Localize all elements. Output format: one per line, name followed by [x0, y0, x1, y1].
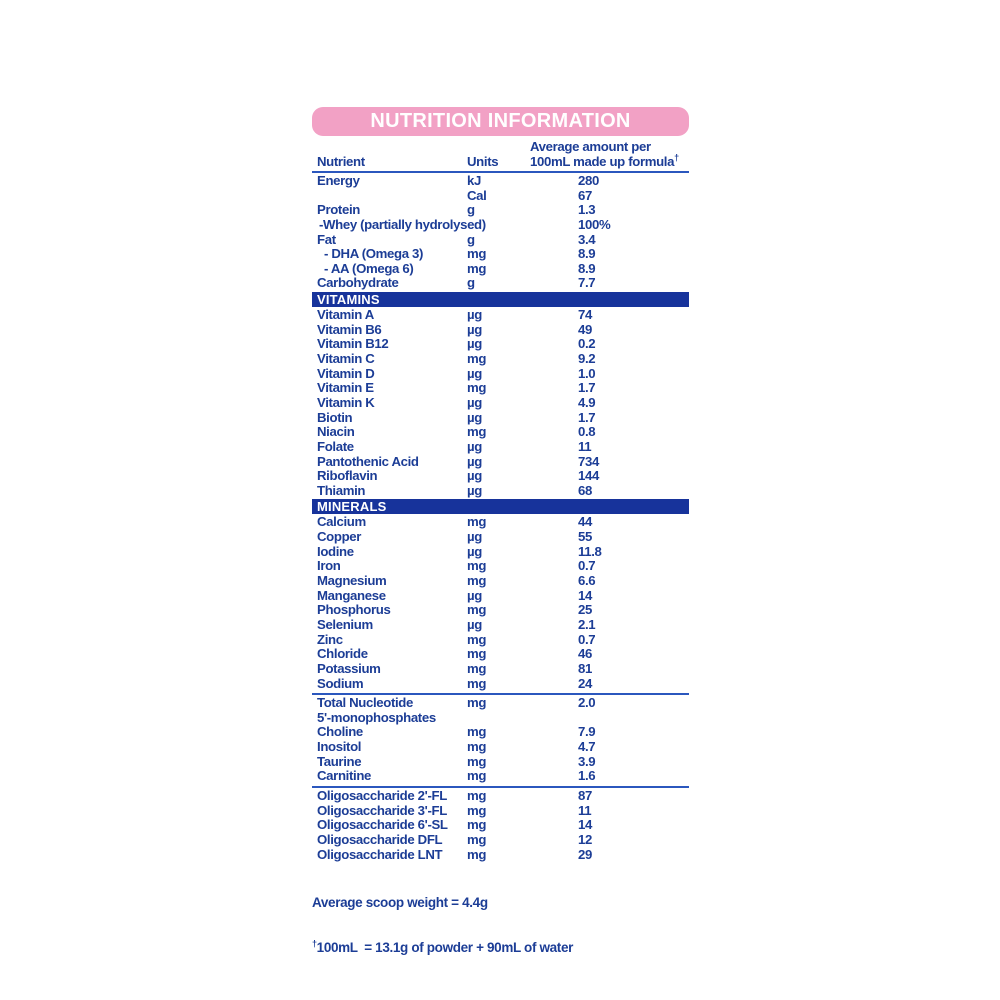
nutrient-units: µg — [467, 529, 482, 545]
nutrient-value: 9.2 — [578, 351, 596, 367]
nutrient-name: -Whey (partially hydrolysed) — [319, 216, 486, 232]
nutrient-name — [312, 189, 467, 204]
nutrient-name: Niacin — [317, 424, 355, 440]
table-row — [312, 711, 689, 726]
nutrient-value: 1.3 — [578, 202, 596, 218]
table-row — [312, 352, 689, 367]
scoop-weight-note: Average scoop weight = 4.4g — [312, 895, 488, 911]
nutrient-name: Oligosaccharide 6'-SL — [317, 817, 448, 833]
nutrient-value: 0.8 — [578, 424, 596, 440]
nutrient-name: Vitamin C — [317, 351, 375, 367]
nutrient-units: mg — [467, 424, 487, 440]
nutrient-units: mg — [467, 646, 487, 662]
table-row — [312, 276, 689, 291]
table-row — [312, 677, 689, 692]
table-row — [312, 696, 689, 711]
preparation-note — [312, 940, 689, 955]
nutrient-units: mg — [467, 380, 487, 396]
nutrient-value: 100% — [578, 216, 611, 232]
panel-title: NUTRITION INFORMATION — [312, 107, 689, 136]
nutrient-name: Zinc — [317, 631, 343, 647]
nutrient-name: - AA (Omega 6) — [324, 260, 414, 276]
nutrient-units: µg — [467, 468, 482, 484]
table-row — [312, 618, 689, 633]
nutrient-units: mg — [467, 817, 487, 833]
nutrient-value: 0.2 — [578, 336, 596, 352]
nutrient-name: Thiamin — [317, 482, 366, 498]
nutrient-units: mg — [467, 351, 487, 367]
nutrient-value: 11.8 — [578, 543, 602, 559]
nutrient-name: Riboflavin — [317, 468, 378, 484]
nutrient-value: 7.7 — [578, 275, 596, 291]
nutrient-units: mg — [467, 246, 487, 262]
nutrient-name: Vitamin K — [317, 394, 375, 410]
nutrient-name: Folate — [317, 438, 354, 454]
nutrient-name: Vitamin B6 — [317, 321, 382, 337]
table-row — [312, 411, 689, 426]
nutrient-name: Total Nucleotide — [317, 695, 413, 711]
table-row — [312, 530, 689, 545]
nutrient-value: 0.7 — [578, 558, 596, 574]
nutrient-units: µg — [467, 409, 482, 425]
nutrient-value: 3.9 — [578, 753, 596, 769]
nutrient-value: 0.7 — [578, 631, 596, 647]
nutrient-name: Oligosaccharide DFL — [317, 831, 443, 847]
nutrient-name: Vitamin D — [317, 365, 375, 381]
nutrient-name: Magnesium — [317, 573, 387, 589]
nutrient-value: 29 — [578, 846, 592, 862]
nutrient-name: Carbohydrate — [317, 275, 399, 291]
nutrient-units: µg — [467, 438, 482, 454]
table-row — [312, 484, 689, 499]
nutrient-units — [467, 711, 530, 726]
nutrient-units: mg — [467, 631, 487, 647]
table-row — [312, 308, 689, 323]
nutrient-name: Iodine — [317, 543, 354, 559]
nutrient-value: 2.0 — [578, 695, 596, 711]
table-row — [312, 662, 689, 677]
nutrient-name: Sodium — [317, 675, 364, 691]
nutrient-units: µg — [467, 394, 482, 410]
table-row — [312, 755, 689, 770]
nutrient-value: 8.9 — [578, 260, 596, 276]
column-header-units: Units — [467, 154, 499, 169]
table-row — [312, 833, 689, 848]
nutrient-units: mg — [467, 831, 487, 847]
nutrient-value: 4.9 — [578, 394, 596, 410]
nutrient-units: µg — [467, 616, 482, 632]
nutrient-value: 8.9 — [578, 246, 596, 262]
table-row — [312, 469, 689, 484]
nutrient-name: - DHA (Omega 3) — [324, 246, 424, 262]
nutrient-units: µg — [467, 307, 482, 323]
table-row — [312, 647, 689, 662]
nutrition-table — [312, 174, 689, 862]
table-row — [312, 425, 689, 440]
nutrient-units: mg — [467, 739, 487, 755]
nutrient-value: 74 — [578, 307, 592, 323]
nutrient-value: 1.0 — [578, 365, 596, 381]
nutrient-units: µg — [467, 587, 482, 603]
section-header-vitamins: VITAMINS — [312, 292, 689, 307]
amount-header-line2: 100mL made up formula — [530, 154, 675, 169]
nutrient-units: g — [467, 231, 475, 247]
nutrient-units: µg — [467, 365, 482, 381]
nutrient-units: mg — [467, 573, 487, 589]
table-row — [312, 740, 689, 755]
nutrient-units: Cal — [467, 187, 487, 203]
nutrient-units: µg — [467, 543, 482, 559]
nutrient-value: 1.6 — [578, 768, 596, 784]
table-row — [312, 440, 689, 455]
nutrient-units: mg — [467, 558, 487, 574]
nutrient-units: mg — [467, 802, 487, 818]
nutrient-value: 11 — [578, 802, 592, 818]
table-row — [312, 848, 689, 863]
nutrient-name: Carnitine — [317, 768, 372, 784]
column-header-row — [312, 139, 689, 173]
nutrient-name: Calcium — [317, 514, 366, 530]
nutrient-name: Copper — [317, 529, 362, 545]
table-row — [312, 515, 689, 530]
nutrient-name: Chloride — [317, 646, 368, 662]
nutrient-name: Energy — [317, 173, 360, 188]
nutrient-name: Phosphorus — [317, 602, 391, 618]
nutrient-value: 1.7 — [578, 380, 596, 396]
nutrient-units: mg — [467, 695, 487, 711]
nutrient-units: µg — [467, 321, 482, 337]
nutrient-value: 46 — [578, 646, 592, 662]
table-row — [312, 769, 689, 784]
nutrient-value: 24 — [578, 675, 592, 691]
nutrient-units: µg — [467, 336, 482, 352]
dagger-icon: † — [674, 152, 679, 163]
nutrient-value: 2.1 — [578, 616, 596, 632]
table-row — [312, 396, 689, 411]
nutrient-name: Pantothenic Acid — [317, 453, 419, 469]
nutrient-units: mg — [467, 846, 487, 862]
nutrient-name: Choline — [317, 724, 363, 740]
nutrient-value: 734 — [578, 453, 599, 469]
table-row — [312, 262, 689, 277]
nutrient-value: 87 — [578, 787, 592, 803]
nutrient-name: Iron — [317, 558, 341, 574]
table-row — [312, 603, 689, 618]
nutrient-value: 12 — [578, 831, 592, 847]
nutrient-value: 49 — [578, 321, 592, 337]
nutrient-value: 1.7 — [578, 409, 596, 425]
nutrient-value: 55 — [578, 529, 592, 545]
preparation-note-text: 100mL = 13.1g of powder + 90mL of water — [316, 940, 574, 956]
section-header-minerals: MINERALS — [312, 499, 689, 514]
nutrient-name: Selenium — [317, 616, 373, 632]
table-row — [312, 789, 689, 804]
table-row — [312, 725, 689, 740]
column-header-nutrient: Nutrient — [317, 154, 365, 169]
table-row — [312, 189, 689, 204]
table-row — [312, 633, 689, 648]
nutrient-value: 81 — [578, 660, 592, 676]
nutrient-units — [467, 218, 530, 233]
nutrient-units: g — [467, 275, 475, 291]
nutrient-name: Vitamin E — [317, 380, 374, 396]
nutrient-units: mg — [467, 514, 487, 530]
nutrient-value: 68 — [578, 482, 592, 498]
nutrient-value: 4.7 — [578, 739, 596, 755]
nutrient-name: Manganese — [317, 587, 386, 603]
table-row — [312, 589, 689, 604]
table-row — [312, 233, 689, 248]
nutrient-units: mg — [467, 753, 487, 769]
nutrient-value: 25 — [578, 602, 592, 618]
nutrient-units: µg — [467, 482, 482, 498]
nutrient-name: Vitamin B12 — [317, 336, 389, 352]
nutrient-name: Inositol — [317, 739, 362, 755]
nutrient-value: 3.4 — [578, 231, 596, 247]
nutrient-name: 5'-monophosphates — [317, 709, 436, 725]
nutrient-units: mg — [467, 724, 487, 740]
nutrient-value: 14 — [578, 587, 592, 603]
nutrient-name: Oligosaccharide 2'-FL — [317, 787, 447, 803]
nutrient-name: Biotin — [317, 409, 353, 425]
table-row — [312, 559, 689, 574]
nutrient-units: kJ — [467, 173, 481, 188]
nutrient-value: 280 — [578, 173, 599, 188]
nutrient-value: 11 — [578, 438, 592, 454]
nutrient-units: mg — [467, 768, 487, 784]
table-row — [312, 367, 689, 382]
table-row — [312, 323, 689, 338]
nutrient-value: 144 — [578, 468, 599, 484]
table-row — [312, 203, 689, 218]
nutrient-name: Taurine — [317, 753, 362, 769]
nutrition-panel — [312, 107, 689, 985]
nutrient-name: Vitamin A — [317, 307, 374, 323]
nutrient-value — [530, 711, 689, 726]
nutrient-name: Potassium — [317, 660, 381, 676]
amount-header-line1: Average amount per — [530, 139, 651, 154]
nutrient-name: Fat — [317, 231, 336, 247]
nutrient-value: 6.6 — [578, 573, 596, 589]
table-row — [312, 381, 689, 396]
table-row — [312, 574, 689, 589]
table-row — [312, 218, 689, 233]
nutrient-name: Oligosaccharide LNT — [317, 846, 443, 862]
table-row — [312, 247, 689, 262]
table-row — [312, 455, 689, 470]
nutrient-value: 44 — [578, 514, 592, 530]
dagger-icon: † — [312, 938, 317, 949]
nutrient-value: 14 — [578, 817, 592, 833]
nutrient-units: mg — [467, 660, 487, 676]
table-row — [312, 804, 689, 819]
nutrient-units: g — [467, 202, 475, 218]
table-row — [312, 337, 689, 352]
nutrient-units: mg — [467, 602, 487, 618]
nutrient-units: mg — [467, 787, 487, 803]
table-row — [312, 174, 689, 189]
table-row — [312, 818, 689, 833]
nutrient-value: 67 — [578, 187, 592, 203]
table-row — [312, 545, 689, 560]
nutrient-value: 7.9 — [578, 724, 596, 740]
nutrient-units: mg — [467, 675, 487, 691]
nutrient-name: Oligosaccharide 3'-FL — [317, 802, 447, 818]
nutrient-units: mg — [467, 260, 487, 276]
column-header-amount — [530, 139, 689, 169]
footer-notes — [312, 865, 689, 985]
nutrient-units: µg — [467, 453, 482, 469]
nutrient-name: Protein — [317, 202, 360, 218]
